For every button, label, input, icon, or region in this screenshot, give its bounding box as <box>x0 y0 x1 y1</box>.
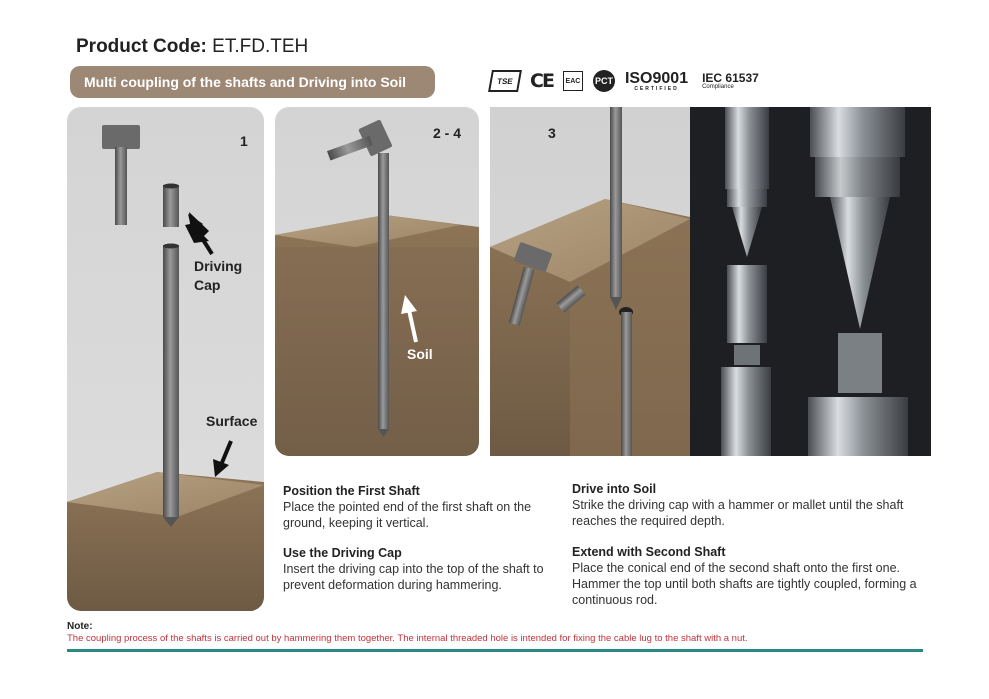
step-number: 3 <box>548 125 556 141</box>
step-1-illustration <box>67 107 264 611</box>
instruction-extend-second-shaft <box>572 545 927 608</box>
driving-cap-label-line1: Driving <box>194 258 243 274</box>
instruction-title: Use the Driving Cap <box>283 546 402 560</box>
product-code-label: Product Code: <box>76 36 207 57</box>
step-2-4-drawing <box>275 107 479 456</box>
soil-label: Soil <box>407 346 433 362</box>
instruction-title: Position the First Shaft <box>283 484 420 498</box>
instruction-text: Place the pointed end of the first shaft on the ground, keeping it vertical. <box>283 500 532 530</box>
iec-sub: Compliance <box>702 84 734 91</box>
instruction-position-first-shaft <box>283 484 573 531</box>
step-1-drawing <box>67 107 264 611</box>
instruction-title: Drive into Soil <box>572 482 657 496</box>
coupling-closeup-illustration <box>690 107 931 456</box>
note-text: The coupling process of the shafts is carried out by hammering them together. The internal threaded hole is intended for fixing the cable lug to the shaft with a nut. <box>67 633 748 644</box>
instruction-title: Extend with Second Shaft <box>572 545 726 559</box>
ce-logo: CE <box>530 70 553 92</box>
coupling-closeup-drawing <box>690 107 931 456</box>
product-code-value: ET.FD.TEH <box>212 36 309 57</box>
iso-sub: CERTIFIED <box>634 85 679 92</box>
iso9001-logo <box>625 71 688 92</box>
instruction-text: Strike the driving cap with a hammer or mallet until the shaft reaches the required depth. <box>572 498 904 528</box>
tse-logo: TSE <box>488 70 522 92</box>
note-title: Note: <box>67 621 93 632</box>
step-number: 2 - 4 <box>433 125 462 141</box>
surface-label: Surface <box>206 413 258 429</box>
certification-logos <box>490 68 759 94</box>
pct-logo: PCT <box>593 70 615 92</box>
eac-logo: EAC <box>563 71 583 91</box>
iec-main: IEC 61537 <box>702 70 759 85</box>
step-3-drawing <box>490 107 690 456</box>
step-2-4-illustration <box>275 107 479 456</box>
step-3-illustration <box>490 107 690 456</box>
page-title <box>76 36 308 58</box>
footer-rule <box>67 649 923 652</box>
driving-cap-label-line2: Cap <box>194 276 221 293</box>
instruction-drive-into-soil <box>572 482 927 529</box>
iso-main: ISO9001 <box>624 69 689 87</box>
instruction-text: Place the conical end of the second shaft onto the first one. Hammer the top until both shafts are tightly coupled, forming a continuous rod. <box>572 561 917 607</box>
iec-logo <box>702 72 759 91</box>
step-number: 1 <box>240 133 248 149</box>
driving-cap-label <box>194 257 242 295</box>
section-banner: Multi coupling of the shafts and Driving into Soil <box>70 66 435 98</box>
instruction-text: Insert the driving cap into the top of the shaft to prevent deformation during hammering. <box>283 562 544 592</box>
instruction-use-driving-cap <box>283 546 573 593</box>
